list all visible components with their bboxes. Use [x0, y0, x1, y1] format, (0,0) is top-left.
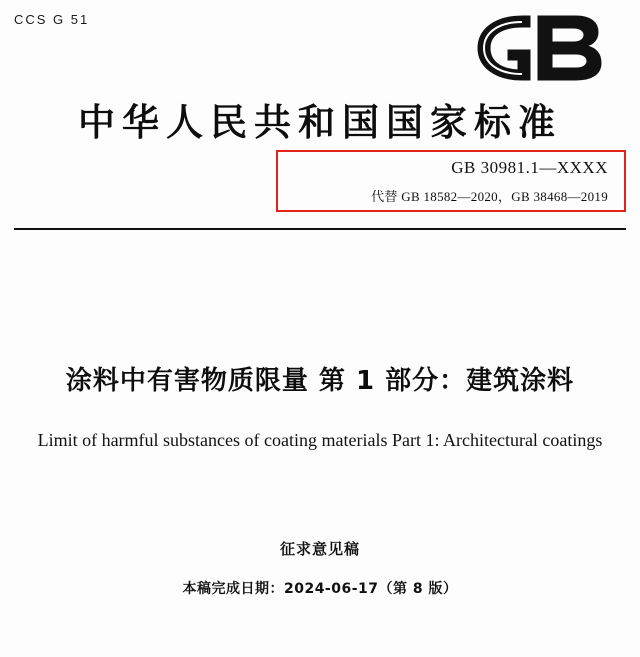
gb-logo [448, 6, 618, 90]
standard-number-box [276, 150, 626, 212]
standard-replaces-note: 代替 GB 18582—2020，GB 38468—2019 [371, 189, 608, 204]
document-title-chinese: 涂料中有害物质限量 第 1 部分：建筑涂料 [65, 366, 575, 396]
completion-date-label: 本稿完成日期：2024-06-17（第 8 版） [182, 581, 458, 597]
national-standard-title: 中华人民共和国国家标准 [78, 101, 562, 144]
document-title-english: Limit of harmful substances of coating materials Part 1: Architectural coatings [37, 430, 603, 450]
header-divider [14, 228, 626, 230]
standard-number: GB 30981.1—XXXX [451, 158, 608, 177]
draft-status-label: 征求意见稿 [279, 540, 360, 558]
ccs-classification-code: CCS G 51 [14, 12, 90, 27]
